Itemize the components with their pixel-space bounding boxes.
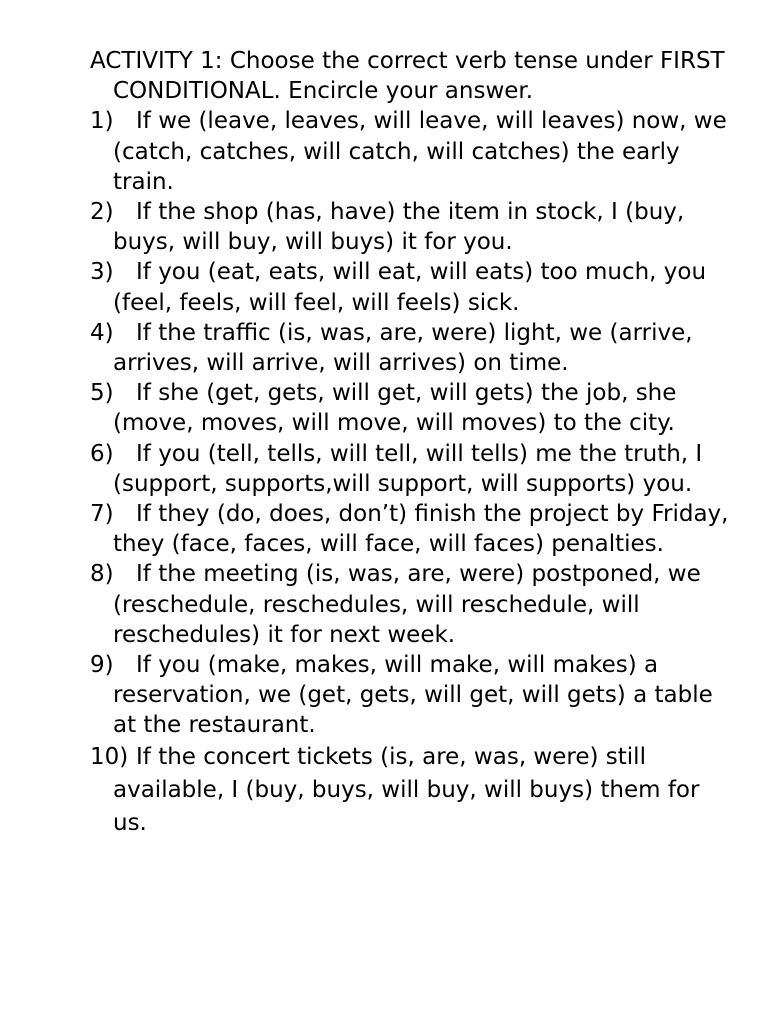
question-number: 3) bbox=[90, 259, 114, 286]
question-number: 9) bbox=[90, 652, 114, 679]
question-item bbox=[90, 378, 730, 438]
question-number: 7) bbox=[90, 501, 114, 528]
question-text: If the shop (has, have) the item in stock, I (buy, buys, will buy, will buys) it for you. bbox=[113, 199, 685, 256]
question-number: 4) bbox=[90, 319, 114, 346]
question-number: 1) bbox=[90, 108, 114, 135]
question-number: 2) bbox=[90, 199, 114, 226]
question-text: If they (do, does, don’t) finish the project by Friday, they (face, faces, will face, will faces) penalties. bbox=[113, 501, 729, 558]
question-item bbox=[90, 650, 730, 741]
question-list bbox=[90, 106, 730, 839]
question-item bbox=[90, 499, 730, 559]
question-item bbox=[90, 257, 730, 317]
activity-title: ACTIVITY 1: Choose the correct verb tense under FIRST CONDITIONAL. Encircle your answer. bbox=[90, 48, 725, 105]
question-text: If the meeting (is, was, are, were) postponed, we (reschedule, reschedules, will reschedule, will reschedules) it for next week. bbox=[113, 561, 701, 648]
question-number: 10) bbox=[90, 743, 129, 770]
question-text: If she (get, gets, will get, will gets) the job, she (move, moves, will move, will moves) to the city. bbox=[113, 380, 677, 437]
activity-content bbox=[90, 46, 730, 840]
question-number: 6) bbox=[90, 440, 114, 467]
question-item bbox=[90, 197, 730, 257]
question-item bbox=[90, 559, 730, 650]
question-text: If the traffic (is, was, are, were) light, we (arrive, arrives, will arrive, will arrives) on time. bbox=[113, 319, 693, 377]
question-item bbox=[90, 318, 730, 378]
question-text: If you (eat, eats, will eat, will eats) too much, you (feel, feels, will feel, will feels) sick. bbox=[113, 259, 707, 316]
question-number: 8) bbox=[90, 561, 114, 588]
question-item bbox=[90, 106, 730, 197]
question-text: If you (make, makes, will make, will makes) a reservation, we (get, gets, will get, will gets) a table at the restaurant. bbox=[113, 652, 713, 739]
question-number: 5) bbox=[90, 380, 114, 407]
question-item bbox=[90, 741, 730, 840]
question-item bbox=[90, 439, 730, 499]
question-text: If you (tell, tells, will tell, will tells) me the truth, I (support, supports,will support, will supports) you. bbox=[113, 440, 703, 497]
question-text: If the concert tickets (is, are, was, were) still available, I (buy, buys, will buy, will buys) them for us. bbox=[113, 743, 700, 836]
question-text: If we (leave, leaves, will leave, will leaves) now, we (catch, catches, will catch, will catches) the early train. bbox=[113, 108, 727, 195]
